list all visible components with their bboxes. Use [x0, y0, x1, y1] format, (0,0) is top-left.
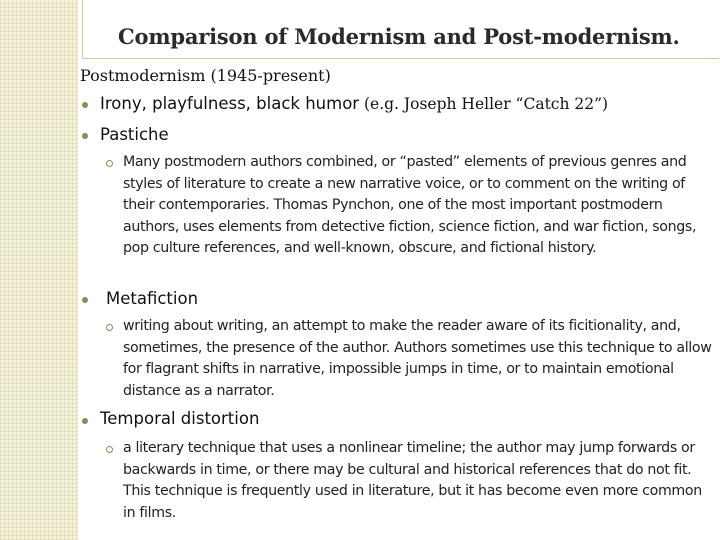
- metafiction-description: writing about writing, an attempt to make the reader aware of its ficitionality, and, sometimes, the presence of the author. Authors sometimes use this technique to allow for flagrant shifts in narrative, impossible jumps in time, or to maintain emotional distance as a narrator.: [123, 318, 712, 399]
- bullet-icon: [82, 418, 88, 424]
- bullet-icon: [82, 297, 88, 303]
- list-item-temporal-distortion: Temporal distortion: [100, 409, 260, 428]
- list-item-label: Irony, playfulness, black humor: [100, 94, 360, 113]
- sub-bullet-icon: [106, 324, 113, 331]
- temporal-distortion-description: a literary technique that uses a nonlinear timeline; the author may jump forwards or backwards in time, or there may be cultural and historical references that do not fit. This technique is frequently used in literature, but it has become even more common in films.: [123, 440, 702, 521]
- decorative-side-strip: [0, 0, 78, 540]
- list-item-example: (e.g. Joseph Heller “Catch 22”): [359, 95, 609, 113]
- bullet-icon: [82, 133, 88, 139]
- section-heading: Postmodernism (1945-present): [80, 66, 331, 85]
- pastiche-description: Many postmodern authors combined, or “pasted” elements of previous genres and styles of literature to create a new narrative voice, or to comment on the writing of their contemporaries. Thomas Pynchon, one of the most important postmodern authors, uses elements from detective fiction, science fiction, and war fiction, songs, pop culture references, and well-known, obscure, and fictional history.: [123, 154, 697, 257]
- bullet-icon: [82, 102, 88, 108]
- sub-bullet-icon: [106, 160, 113, 167]
- list-item-irony: [100, 94, 608, 113]
- slide-title: Comparison of Modernism and Post-modernism.: [118, 24, 680, 49]
- list-item-metafiction: Metafiction: [106, 289, 199, 308]
- list-item-pastiche: Pastiche: [100, 125, 169, 144]
- sub-bullet-icon: [106, 446, 113, 453]
